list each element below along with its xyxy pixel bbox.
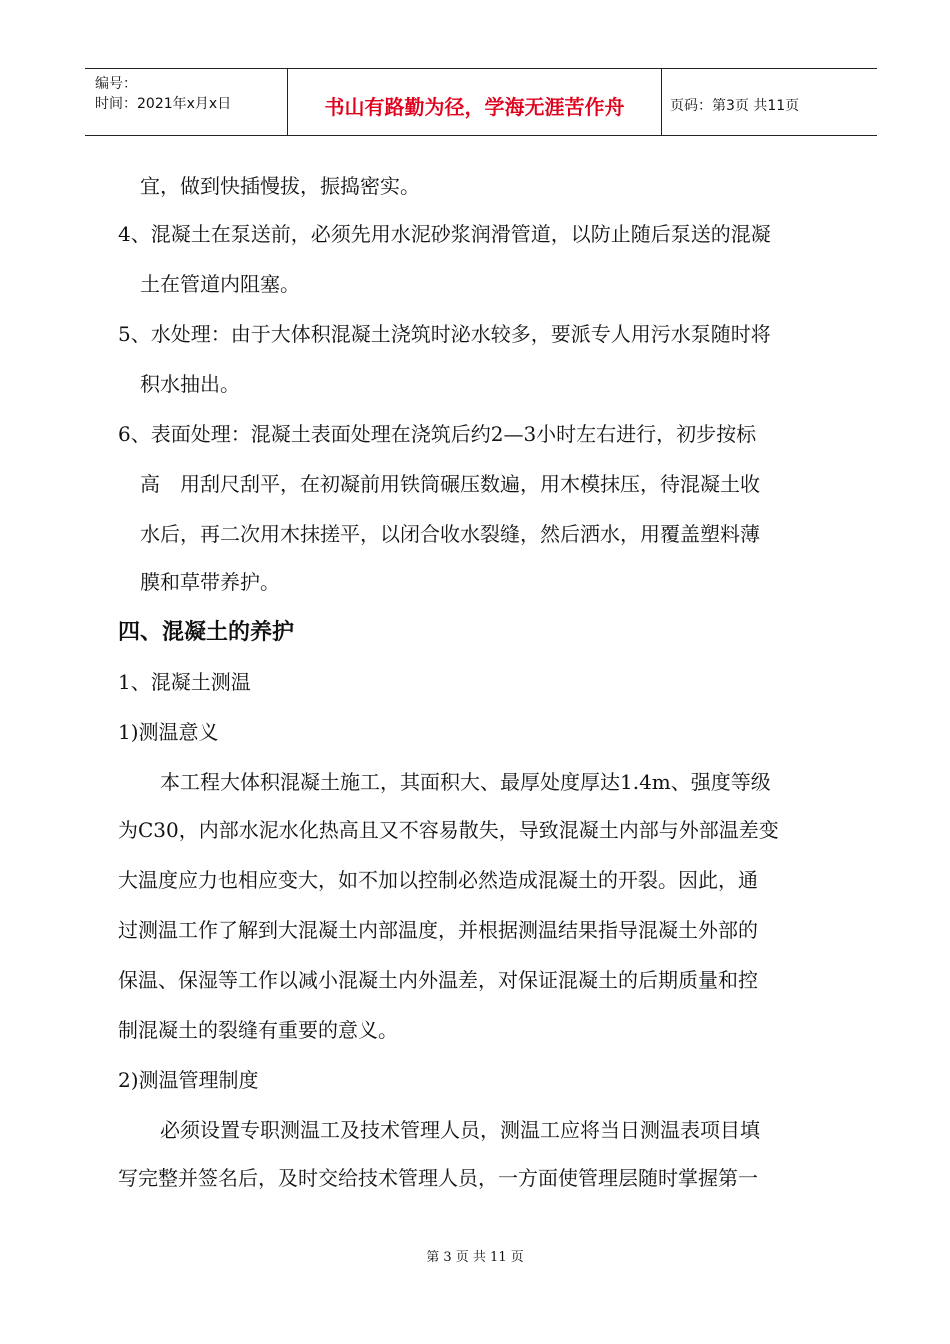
paragraph-line: 过测温工作了解到大混凝土内部温度，并根据测温结果指导混凝土外部的 (118, 918, 758, 942)
body-line: 6、表面处理：混凝土表面处理在浇筑后约2—3小时左右进行，初步按标 (118, 422, 757, 446)
motto-text: 书山有路勤为径，学海无涯苦作舟 (324, 95, 625, 119)
page-footer: 第 3 页 共 11 页 (426, 1250, 524, 1265)
page-info: 页码：第3页 共11页 (670, 98, 800, 114)
body-line: 水后，再二次用木抹搓平，以闭合收水裂缝，然后洒水，用覆盖塑料薄 (140, 522, 760, 546)
paragraph-line: 写完整并签名后，及时交给技术管理人员，一方面使管理层随时掌握第一 (118, 1166, 758, 1190)
header-page-cell (662, 69, 877, 135)
paragraph-line: 制混凝土的裂缝有重要的意义。 (118, 1018, 398, 1042)
paragraph-line: 保温、保湿等工作以减小混凝土内外温差，对保证混凝土的后期质量和控 (118, 968, 758, 992)
paragraph-line: 大温度应力也相应变大，如不加以控制必然造成混凝土的开裂。因此，通 (118, 868, 758, 892)
body-line: 宜，做到快插慢拔，振捣密实。 (140, 174, 420, 198)
header-meta-cell (85, 69, 288, 135)
body-line: 4、混凝土在泵送前，必须先用水泥砂浆润滑管道，以防止随后泵送的混凝 (118, 222, 771, 246)
paragraph-line: 为C30，内部水泥水化热高且又不容易散失，导致混凝土内部与外部温差变 (118, 818, 779, 842)
subsection-title: 2)测温管理制度 (118, 1068, 259, 1092)
body-line: 积水抽出。 (140, 372, 240, 396)
number-label: 编号： (95, 76, 137, 92)
subsection-title: 1)测温意义 (118, 720, 219, 744)
time-label: 时间：2021年x月x日 (95, 96, 232, 112)
paragraph-line: 必须设置专职测温工及技术管理人员，测温工应将当日测温表项目填 (160, 1118, 760, 1142)
document-header (85, 68, 877, 136)
body-line: 膜和草带养护。 (140, 570, 280, 594)
section-heading: 四、混凝土的养护 (118, 620, 295, 645)
header-motto-cell (288, 69, 662, 135)
body-line: 高 用刮尺刮平，在初凝前用铁筒碾压数遍，用木模抹压，待混凝土收 (140, 472, 760, 496)
body-line: 土在管道内阻塞。 (140, 272, 300, 296)
paragraph-line: 本工程大体积混凝土施工，其面积大、最厚处度厚达1.4m、强度等级 (160, 770, 771, 794)
body-line: 5、水处理：由于大体积混凝土浇筑时泌水较多，要派专人用污水泵随时将 (118, 322, 771, 346)
subsection-title: 1、混凝土测温 (118, 670, 251, 694)
